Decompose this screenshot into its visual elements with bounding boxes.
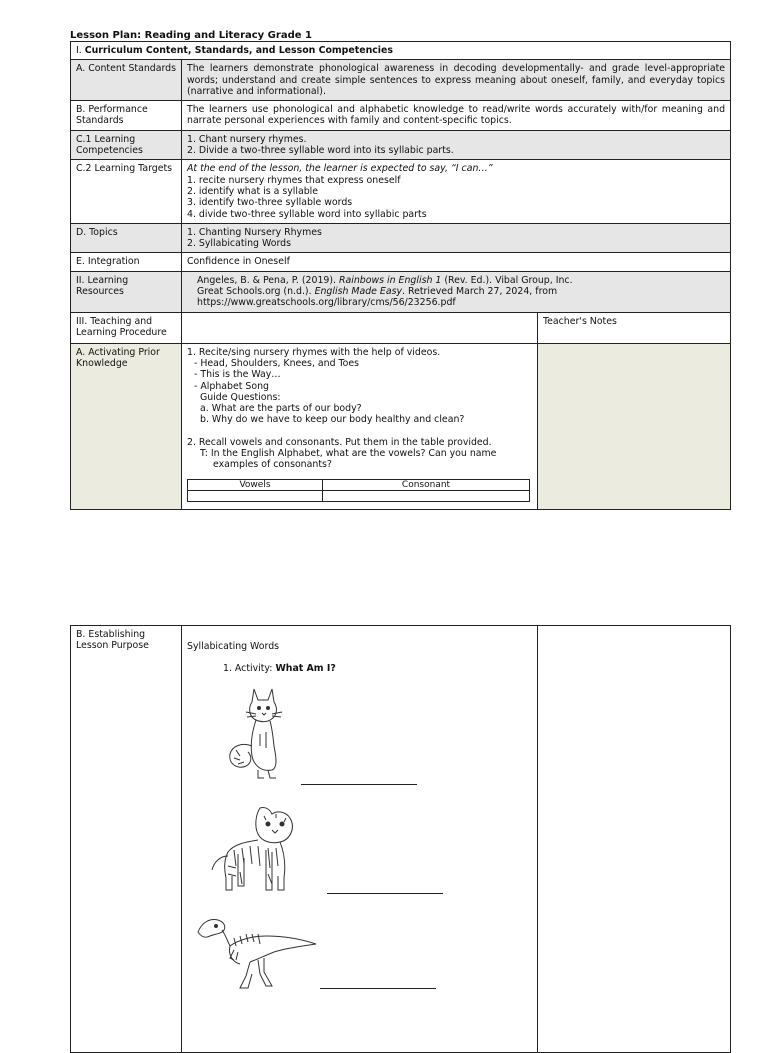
question-item: b. Why do we have to keep our body healthy and clean?: [200, 414, 465, 426]
teachers-notes-cell: [538, 626, 731, 1053]
list-item: 1. recite nursery rhymes that express oneself: [187, 174, 401, 186]
teachers-notes-cell: [538, 343, 731, 509]
tiger-illustration: [206, 806, 296, 894]
answer-blank-tiger[interactable]: [327, 893, 443, 894]
vowels-cell[interactable]: [188, 490, 323, 501]
list-item: 2. Divide a two-three syllable word into its syllabic parts.: [187, 145, 454, 157]
dinosaur-illustration: [194, 912, 320, 992]
content-standards-row: [71, 60, 731, 101]
section-title: Curriculum Content, Standards, and Lesson Competencies: [84, 45, 393, 56]
performance-standards-row: [71, 101, 731, 131]
list-item: 1. Chanting Nursery Rhymes: [187, 226, 322, 238]
guide-questions-label: Guide Questions:: [200, 391, 281, 403]
row-label: A. Content Standards: [71, 60, 182, 101]
competencies-row: [71, 130, 731, 160]
reference-url: https://www.greatschools.org/library/cms/56/23256.pdf: [197, 297, 456, 309]
topics-row: [71, 223, 731, 253]
targets-row: [71, 160, 731, 223]
list-item: 2. Syllabicating Words: [187, 238, 291, 250]
cat-illustration: [216, 686, 288, 782]
list-item: 1. Chant nursery rhymes.: [187, 133, 307, 145]
subtitle: Syllabicating Words: [187, 641, 280, 652]
teacher-question: examples of consonants?: [213, 459, 332, 471]
row-text: Confidence in Oneself: [182, 253, 731, 271]
row-text: The learners demonstrate phonological awareness in decoding developmentally- and grade level-appropriate words; understand and create simple sentences to express meaning about oneself, family, and everyday topics (narrative and informational).: [182, 60, 731, 101]
list-item: 3. identify two-three syllable words: [187, 197, 353, 209]
list-item: 2. identify what is a syllable: [187, 185, 319, 197]
empty-cell: [182, 312, 538, 343]
teachers-notes-header: Teacher's Notes: [538, 312, 731, 343]
question-item: a. What are the parts of our body?: [200, 403, 362, 415]
row-label: B. Performance Standards: [71, 101, 182, 131]
list-item: 4. divide two-three syllable word into syllabic parts: [187, 208, 427, 220]
activity-line: 2. Recall vowels and consonants. Put them in the table provided.: [187, 436, 492, 448]
song-item: - This is the Way…: [194, 369, 281, 381]
song-item: - Alphabet Song: [194, 380, 269, 392]
row-label: B. Establishing Lesson Purpose: [71, 626, 182, 1053]
targets-intro: At the end of the lesson, the learner is expected to say, “I can…”: [187, 163, 493, 175]
row-label: E. Integration: [71, 253, 182, 271]
resources-row: [71, 271, 731, 312]
song-item: - Head, Shoulders, Knees, and Toes: [194, 357, 360, 369]
row-text: The learners use phonological and alphabetic knowledge to read/write words accurately with/for meaning and narrate personal experiences with family and content-specific topics.: [182, 101, 731, 131]
reference-1: Angeles, B. & Pena, P. (2019). Rainbows in English 1 (Rev. Ed.). Vibal Group, Inc.: [197, 274, 573, 286]
row-label: III. Teaching and Learning Procedure: [71, 312, 182, 343]
teacher-question: T: In the English Alphabet, what are the vowels? Can you name: [200, 448, 497, 460]
consonant-cell[interactable]: [323, 490, 530, 501]
answer-blank-cat[interactable]: [301, 784, 417, 785]
consonant-header: Consonant: [323, 479, 530, 490]
document-title: Lesson Plan: Reading and Literacy Grade 1: [70, 30, 312, 41]
activity-line: 1. Recite/sing nursery rhymes with the help of videos.: [187, 346, 441, 358]
reference-2: Great Schools.org (n.d.). English Made Easy. Retrieved March 27, 2024, from: [197, 286, 558, 298]
vowels-header: Vowels: [188, 479, 323, 490]
answer-blank-dinosaur[interactable]: [320, 988, 436, 989]
vowels-consonants-table: [187, 479, 530, 502]
row-label: D. Topics: [71, 223, 182, 253]
section-header: [71, 42, 731, 60]
lesson-plan-table: [70, 41, 731, 510]
row-label: C.1 Learning Competencies: [71, 130, 182, 160]
row-label: II. Learning Resources: [71, 271, 182, 312]
activity-heading: 1. Activity: What Am I?: [223, 663, 336, 675]
row-label: A. Activating Prior Knowledge: [71, 343, 182, 509]
row-label: C.2 Learning Targets: [71, 160, 182, 223]
prior-knowledge-row: [71, 343, 731, 509]
integration-row: [71, 253, 731, 271]
procedure-row: [71, 312, 731, 343]
section-number: I.: [76, 45, 85, 56]
